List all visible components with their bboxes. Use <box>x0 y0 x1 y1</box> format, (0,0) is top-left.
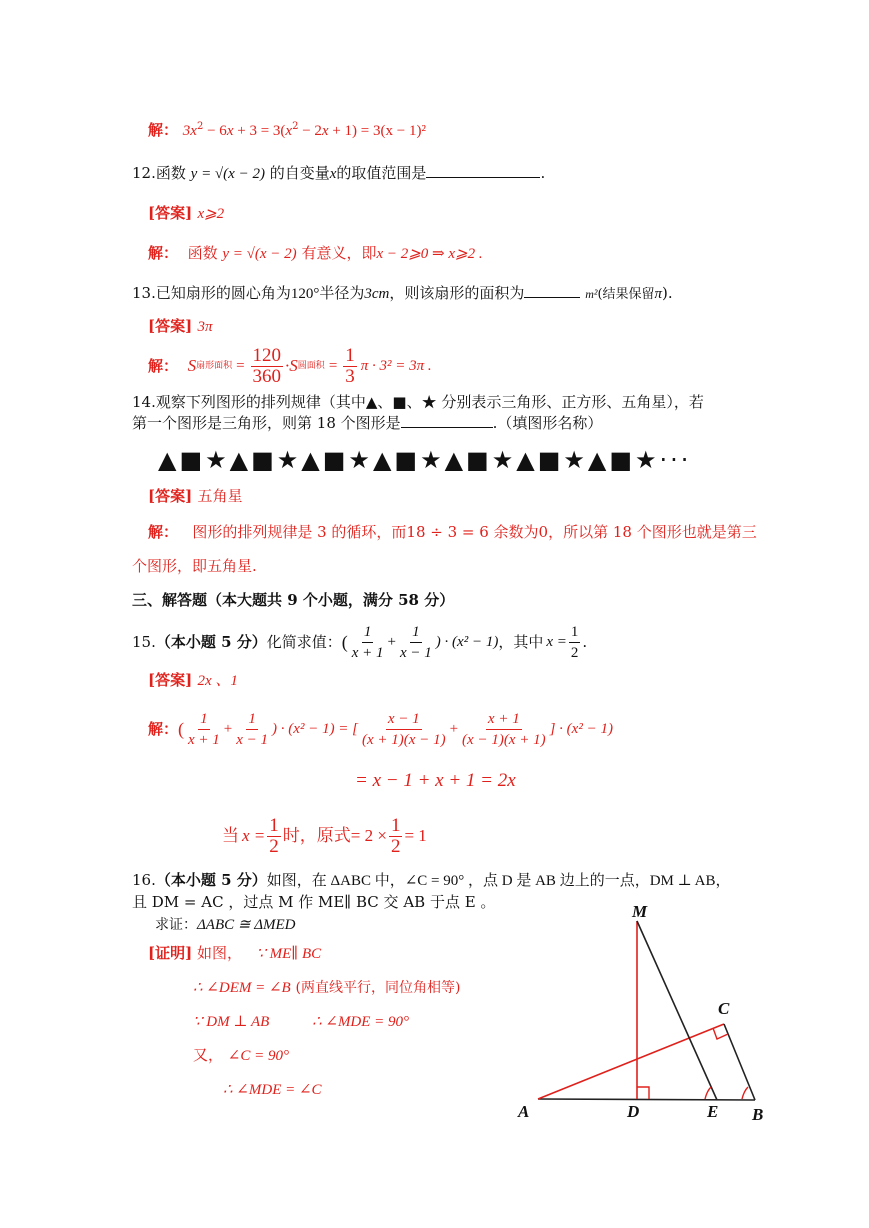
q15-sol-line3-n: 1 <box>269 814 279 836</box>
q15-sol-line3-frac1 <box>267 816 281 857</box>
q15-half <box>569 622 581 663</box>
q16-line1 <box>132 870 730 891</box>
q15-sol-plus: + <box>223 721 233 737</box>
q15-sol-frac-a <box>186 709 222 750</box>
q12-solution-line <box>148 243 483 264</box>
q15-frac1 <box>350 622 386 663</box>
q13-answer-blank <box>524 283 580 298</box>
angle-mark-e <box>705 1087 711 1099</box>
q14-answer-tag: [答案] <box>148 487 193 505</box>
label-e: E <box>707 1102 719 1121</box>
q15-sol-b-n: 1 <box>246 709 258 730</box>
q12-text-b: 的自变量 <box>269 164 330 182</box>
segment-ab <box>538 1099 755 1100</box>
right-angle-d <box>637 1087 649 1099</box>
q15-sol-end: ] · (x² − 1) <box>549 721 613 737</box>
q13-unit: m² <box>585 287 598 301</box>
q15-sol-open: ( <box>178 719 185 739</box>
q13-answer-line <box>148 316 212 337</box>
q13-sol-num1: 120 <box>252 344 282 366</box>
q14-line1-text: 观察下列图形的排列规律（其中▲、■、★ 分别表示三角形、正方形、五角星），若 <box>155 393 704 411</box>
q13-answer-tag: [答案] <box>148 317 193 335</box>
q15-sol-line3-n2: 1 <box>390 814 401 836</box>
q12-formula: y = √(x − 2) <box>190 166 265 182</box>
q16-proof-1: ∵ ME∥ BC <box>256 946 322 962</box>
q13-sol-frac1 <box>251 346 284 387</box>
q16-proof-line4 <box>193 1045 289 1066</box>
q14-solution-line1 <box>148 522 757 542</box>
q15-f2d: x − 1 <box>400 644 432 661</box>
q13-answer: 3π <box>197 319 213 335</box>
q15-sol-plus2: + <box>449 721 459 737</box>
q12-var: x <box>329 166 337 182</box>
angle-mark-b <box>742 1087 748 1099</box>
q15-sol-frac-b <box>234 709 270 750</box>
q16-geometry-figure <box>510 900 780 1130</box>
q12-answer-line <box>148 203 224 224</box>
q12-sol-formula: y = √(x − 2) <box>222 246 297 262</box>
segment-ac <box>538 1024 724 1099</box>
q16-proof-line2 <box>193 977 460 998</box>
q16-number: 16. <box>132 871 156 889</box>
q12-text-a: 函数 <box>155 164 186 182</box>
q13-pi: π <box>654 286 663 302</box>
q13-text-b: 半径为 <box>319 284 365 302</box>
label-b: B <box>752 1105 764 1124</box>
q16-proof-5: ∴ ∠MDE = ∠C <box>223 1082 322 1098</box>
q12-sol-c: x − 2⩾0 ⇒ x⩾2 . <box>376 246 483 262</box>
q15-f2n: 1 <box>410 622 422 643</box>
q15-question: 15. （本小题 5 分） 化简求值： ( $\frac{1}{x + 1}$ + $\frac{1}{x - 1}$ ) · (x² − 1) ，其中 x = $\frac{1}{2}$ . <box>132 623 588 661</box>
section-3-heading: 三、解答题（本大题共 9 个小题，满分 58 分） <box>132 591 455 609</box>
q13-angle: 120° <box>290 286 320 302</box>
q15-frac2 <box>398 622 434 663</box>
q16-prove-label: 求证： <box>155 917 197 933</box>
q13-text-c: ，则该扇形的面积为 <box>389 284 525 302</box>
q15-mult: ) · (x² − 1) <box>435 634 499 650</box>
q16-proof-line3 <box>193 1011 409 1032</box>
q13-text-d: (结果保留 <box>597 287 655 302</box>
q15-f1d: x + 1 <box>351 644 384 661</box>
q14-line1 <box>132 392 704 412</box>
q15-sol-line3-b: 时，原式 <box>282 826 351 846</box>
q14-shape-sequence: ▲■★▲■★▲■★▲■★▲■★▲■★▲■★··· <box>158 446 692 474</box>
q12-question <box>132 163 545 184</box>
label-d: D <box>627 1102 640 1121</box>
q15-plus: + <box>387 634 397 650</box>
q16-proof-header <box>148 943 321 964</box>
q15-where: ，其中 <box>498 633 544 651</box>
q13-sol-s2: ·S <box>285 356 298 375</box>
q12-answer-blank <box>426 163 540 178</box>
q14-answer: 五角星 <box>197 487 243 505</box>
q13-sol-den2: 3 <box>345 365 355 387</box>
q13-sol-sub1: 扇形面积 <box>196 361 233 371</box>
q12-end: . <box>540 164 546 182</box>
q15-solution-line1 <box>148 706 613 752</box>
q15-solution-line2: = x − 1 + x + 1 = 2x <box>355 770 516 791</box>
q12-answer-tag: [答案] <box>148 204 193 222</box>
q15-text: 化简求值： <box>266 633 342 651</box>
q13-text-e: ). <box>662 284 673 302</box>
q14-sol-label: 解： <box>148 523 179 541</box>
q13-sol-frac2 <box>343 346 357 387</box>
q15-sol-line3-a: 当 <box>222 826 239 846</box>
q12-number: 12. <box>132 164 156 182</box>
q15-number: 15. <box>132 633 156 651</box>
q12-sol-a: 函数 <box>187 244 218 262</box>
q16-proof-intro: 如图， <box>196 944 242 962</box>
q16-proof-2: ∴ ∠DEM = ∠B <box>193 980 291 996</box>
q14-answer-blank <box>401 413 493 428</box>
q14-line2-b: .（填图形名称） <box>492 414 603 432</box>
q13-sol-den1: 360 <box>252 365 282 387</box>
q15-sol-frac-d <box>460 709 548 750</box>
q13-sol-label: 解： <box>148 357 179 375</box>
q13-question <box>132 283 673 305</box>
segment-cb <box>724 1024 755 1100</box>
q11-solution: 3(x − 1)² <box>373 123 426 139</box>
q15-sol-c-n: x − 1 <box>386 709 422 730</box>
q15-sol-line3-x: x = <box>242 826 266 845</box>
q14-sol-line2: 个图形，即五角星. <box>132 557 257 575</box>
q16-line1-text: 如图，在 ΔABC 中，∠C = 90° ，点 D 是 AB 边上的一点，DM ⊥ AB， <box>266 873 731 889</box>
q14-answer-line <box>148 486 242 506</box>
q15-sol-line3-d2: 2 <box>390 835 401 857</box>
q13-number: 13. <box>132 284 156 302</box>
q15-solution-line3 <box>222 812 427 860</box>
q14-solution-line2 <box>132 556 257 576</box>
q15-sol-a-d: x + 1 <box>188 731 220 748</box>
q15-sol-b-d: x − 1 <box>236 731 269 748</box>
q16-prove: ΔABC ≅ ΔMED <box>197 917 296 933</box>
q15-end: . <box>582 633 588 651</box>
q13-sol-num2: 1 <box>345 344 355 366</box>
q12-answer: x⩾2 <box>197 206 225 222</box>
q16-proof-2b: (两直线平行，同位角相等) <box>295 980 461 996</box>
q14-sol-line1: 图形的排列规律是 3 的循环，而18 ÷ 3 = 6 余数为0，所以第 18 个图形也就是第三 <box>192 523 757 541</box>
q13-sol-s1: S <box>187 356 197 375</box>
q15-sol-line3-d: 2 <box>269 835 279 857</box>
q16-points: （本小题 5 分） <box>155 871 267 889</box>
q15-answer-line <box>148 670 238 691</box>
q16-proof-3b: ∴ ∠MDE = 90° <box>312 1014 410 1030</box>
q15-answer-tag: [答案] <box>148 671 193 689</box>
q14-line2-a: 第一个图形是三角形，则第 18 个图形是 <box>132 414 401 432</box>
q12-sol-label: 解： <box>148 244 179 262</box>
q15-sol-line3-frac2 <box>389 816 403 857</box>
q15-xeq: x = <box>546 634 567 650</box>
q16-proof-3a: ∵ DM ⊥ AB <box>193 1014 270 1030</box>
q15-sol-d-n: x + 1 <box>486 709 522 730</box>
q15-hn: 1 <box>569 622 581 643</box>
q15-sol-frac-c <box>360 709 448 750</box>
q13-text-a: 已知扇形的圆心角为 <box>155 284 291 302</box>
q13-sol-tail: π · 3² = 3π . <box>360 358 432 374</box>
q15-sol-a-n: 1 <box>198 709 210 730</box>
q14-line2 <box>132 413 602 433</box>
q15-hd: 2 <box>570 644 579 661</box>
q12-sol-b: 有意义，即 <box>301 244 377 262</box>
q15-sol-mid: ) · (x² − 1) = [ <box>272 721 359 737</box>
q13-sol-eq: = <box>236 358 245 374</box>
q16-proof-4a: 又， <box>193 1046 224 1064</box>
q15-answer: 2x 、1 <box>197 673 238 689</box>
q15-points: （本小题 5 分） <box>155 633 267 651</box>
q15-sol-label: 解： <box>148 720 179 738</box>
q16-prove-line <box>155 914 296 935</box>
q12-text-c: 的取值范围是 <box>336 164 427 182</box>
q16-proof-4b: ∠C = 90° <box>227 1048 289 1064</box>
q11-solution-line: 解： $3x^2 - 6x + 3 = 3(x^2 - 2x + 1) = 3(x - 1)^2$ <box>148 121 426 139</box>
label-m: M <box>632 902 648 921</box>
q15-f1n: 1 <box>362 622 374 643</box>
q16-proof-line5 <box>223 1079 322 1100</box>
label-c: C <box>718 999 730 1018</box>
q15-sol-line3-e: = 1 <box>404 826 427 845</box>
q13-solution-line: 解： S 扇形面积 = $\frac{120}{360}$ ·S 圆面积 = $\frac{1}{3}$ π · 3² = 3π . <box>148 344 432 387</box>
q14-number: 14. <box>132 393 156 411</box>
label-a: A <box>518 1102 530 1121</box>
q16-line2: 且 DM = AC ，过点 M 作 ME∥ BC 交 AB 于点 E 。 <box>132 893 496 911</box>
q16-proof-tag: [证明] <box>148 944 193 962</box>
q13-sol-sub2: 圆面积 <box>297 361 325 371</box>
q15-sol-line3-c: = 2 × <box>350 826 387 845</box>
segment-me <box>637 921 717 1100</box>
q15-sol-c-d: (x + 1)(x − 1) <box>362 731 446 748</box>
q15-sol-d-d: (x − 1)(x + 1) <box>462 731 546 748</box>
q13-radius: 3cm <box>364 286 390 302</box>
